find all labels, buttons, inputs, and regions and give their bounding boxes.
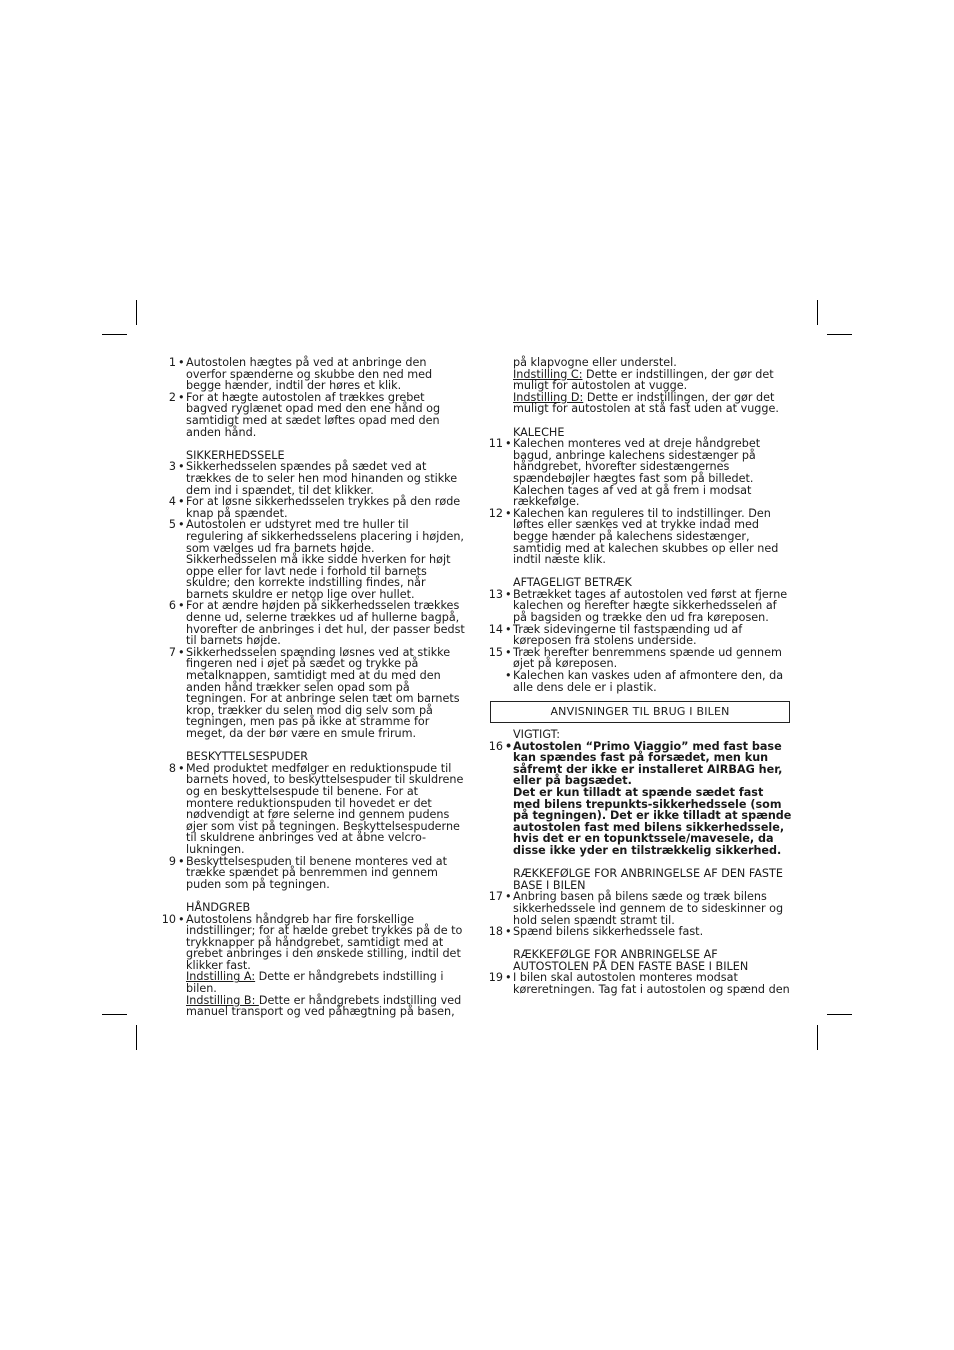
bullet-icon: • (178, 854, 185, 868)
bullet-icon: • (505, 925, 512, 939)
list-item: 12 • Kalechen kan reguleres til to indstillinger. Den løftes eller sænkes ved at trykke indad med begge hænder på kalechens sidestænger, samtidig med at kalechen skubbes op eller ned indtil næste klik. (488, 506, 779, 567)
list-item: 2 • For at hægte autostolen af trækkes grebet bagved ryglænet opad med den ene hånd og samtidigt med at sædet løftes opad med den anden hånd. (168, 390, 441, 439)
right-column-lower (488, 728, 793, 997)
section-heading: RÆKKEFØLGE FOR ANBRINGELSE AF DEN FASTE BASE I BILEN (513, 867, 783, 892)
crop-mark (827, 1014, 852, 1015)
list-item: 13 • Betrækket tages af autostolen ved først at fjerne kalechen og herefter hægte sikkerhedsselen af på bagsiden og trække den ud fra køreposen. (488, 587, 788, 625)
bullet-icon: • (505, 506, 512, 520)
bullet-icon: • (505, 971, 512, 985)
list-item: 3 • Sikkerhedsselen spændes på sædet ved at trækkes de to seler hen mod hinanden og stikke dem ind i spændet, til det klikker. (168, 460, 458, 497)
bullet-icon: • (178, 495, 185, 509)
list-item: 8 • Med produktet medfølger en reduktionspude til barnets hoved, to beskyttelsespuder til skuldrene og en beskyttelsespude til benene. For at montere reduktionspuden til hovedet er det nødvendigt at føre selerne ind gennem pudens øjer som vist på tegningen. Beskyttelsespuderne til skuldrene anbringes ved at åbne velcro-lukningen. (168, 761, 464, 856)
list-item: 18 • Spænd bilens sikkerhedssele fast. (488, 925, 704, 939)
important-label: VIGTIGT: (513, 728, 560, 741)
crop-mark (136, 1025, 137, 1050)
crop-mark (102, 334, 127, 335)
list-item: 6 • For at ændre højden på sikkerhedsselen trækkes denne ud, selerne trækkes ud af hullerne bagpå, hvorefter de anbringes i det hul, der passer bedst til barnets højde. (168, 599, 465, 648)
list-item: 7 • Sikkerhedsselen spænding løsnes ved at stikke fingeren ned i øjet på sædet og trykke på metalknappen, samtidigt med at du med den anden hånd trækker selen opad som på tegningen. For at anbringe selen tæt om barnets krop, trækker du selen mod dig selv som på tegningen, men pas på ikke at stramme for meget, da der bør være en smule frirum. (168, 645, 460, 740)
bullet-icon: • (505, 622, 512, 636)
bullet-icon: • (505, 739, 513, 753)
right-column (488, 356, 793, 694)
list-item: 5 • Autostolen er udstyret med tre huller til regulering af sikkerhedsselens placering i højden, som vælges ud fra barnets højde. Sikkerhedsselen må ikke sidde hverken for højt oppe eller for lavt nede i forhold til barnets skuldre; den korrekte indstilling findes, når barnets skuldre er netop lige over hullet. (168, 518, 464, 601)
bullet-icon: • (178, 518, 185, 532)
setting-c: Indstilling C: Dette er indstillingen, der gør det muligt for autostolen at vugge. (513, 367, 774, 393)
bullet-icon: • (178, 761, 185, 775)
bullet-icon: • (178, 390, 185, 404)
bullet-icon: • (505, 587, 512, 601)
crop-mark (827, 334, 852, 335)
section-heading: KALECHE (513, 425, 565, 439)
section-heading: HÅNDGREB (186, 900, 251, 914)
list-item: 1 • Autostolen hægtes på ved at anbringe den overfor spænderne og skubbe den ned med begge hænder, indtil der høres et klik. (168, 356, 433, 393)
crop-mark (102, 1014, 127, 1015)
bullet-icon: • (178, 356, 185, 369)
list-item: 14 • Træk sidevingerne til fastspænding ud af køreposen fra stolens underside. (488, 622, 743, 648)
list-item: 16 • Autostolen “Primo Viaggio” med fast base kan spændes fast på forsædet, men kun såfremt der ikke er installeret AIRBAG her, eller på bagsædet. (488, 739, 783, 788)
list-item: 17 • Anbring basen på bilens sæde og træk bilens sikkerhedssele ind gennem de to sideskinner og hold selen spændt stramt til. (488, 890, 784, 927)
list-item: 19 • I bilen skal autostolen monteres modsat køreretningen. Tag fat i autostolen og spænd den (488, 971, 790, 997)
crop-mark (817, 1025, 818, 1050)
list-item: 10 • Autostolens håndgreb har fire forskellige indstillinger; for at hælde grebet trykkes på de to trykknapper på håndgrebet, samtidigt med at grebet anbringes i den ønskede stilling, indtil det klikker fast. (161, 912, 463, 972)
list-item: 4 • For at løsne sikkerhedsselen trykkes på den røde knap på spændet. (168, 495, 461, 520)
list-item: 15 • Træk herefter benremmens spænde ud gennem øjet på køreposen. (488, 645, 782, 671)
section-title-box: ANVISNINGER TIL BRUG I BILEN (490, 701, 790, 723)
setting-a: Indstilling A: Dette er håndgrebets indstilling i bilen. (186, 970, 444, 996)
bullet-icon: • (505, 669, 512, 683)
section-heading: RÆKKEFØLGE FOR ANBRINGELSE AF AUTOSTOLEN PÅ DEN FASTE BASE I BILEN (513, 948, 749, 973)
bullet-icon: • (178, 599, 185, 613)
warning-text: Det er kun tilladt at spænde sædet fast med bilens trepunkts-sikkerhedssele (som på tegningen). Det er ikke tilladt at spænde autostolen fast med bilens sikkerhedssele, hvis det er en topunktssele/mavesele, da disse ikke yder en tilstrækkelig sikkerhed. (513, 785, 792, 857)
bullet-icon: • (178, 460, 185, 474)
bullet-icon: • (178, 645, 185, 659)
crop-mark (817, 300, 818, 325)
list-item: 9 • Beskyttelsespuden til benene monteres ved at trække spændet på benremmen ind gennem puden som på tegningen. (168, 854, 447, 891)
setting-b: Indstilling B: Dette er håndgrebets indstilling ved manuel transport og ved påhægtning på basen, (186, 993, 462, 1019)
section-heading: AFTAGELIGT BETRÆK (513, 576, 632, 590)
bullet-icon: • (505, 645, 512, 659)
bullet-icon: • (178, 912, 185, 926)
bullet-icon: • (505, 890, 512, 904)
list-item: • Kalechen kan vaskes uden af afmontere den, da alle dens dele er i plastik. (505, 669, 784, 694)
list-item: 11 • Kalechen monteres ved at dreje håndgrebet bagud, anbringe kalechens sidestænger på håndgrebet, hvorefter sidestængernes spændebøjler hægtes fast som på billedet. Kalechen tages af ved at gå frem i modsat rækkefølge. (488, 437, 761, 509)
section-heading: BESKYTTELSESPUDER (186, 750, 309, 764)
setting-d: Indstilling D: Dette er indstillingen, der gør det muligt for autostolen at stå fast uden at vugge. (513, 390, 779, 416)
continued-text: på klapvogne eller understel. (513, 356, 677, 369)
bullet-icon: • (505, 437, 512, 451)
section-heading: SIKKERHEDSSELE (186, 448, 285, 462)
left-column (161, 356, 468, 1019)
crop-mark (136, 300, 137, 325)
